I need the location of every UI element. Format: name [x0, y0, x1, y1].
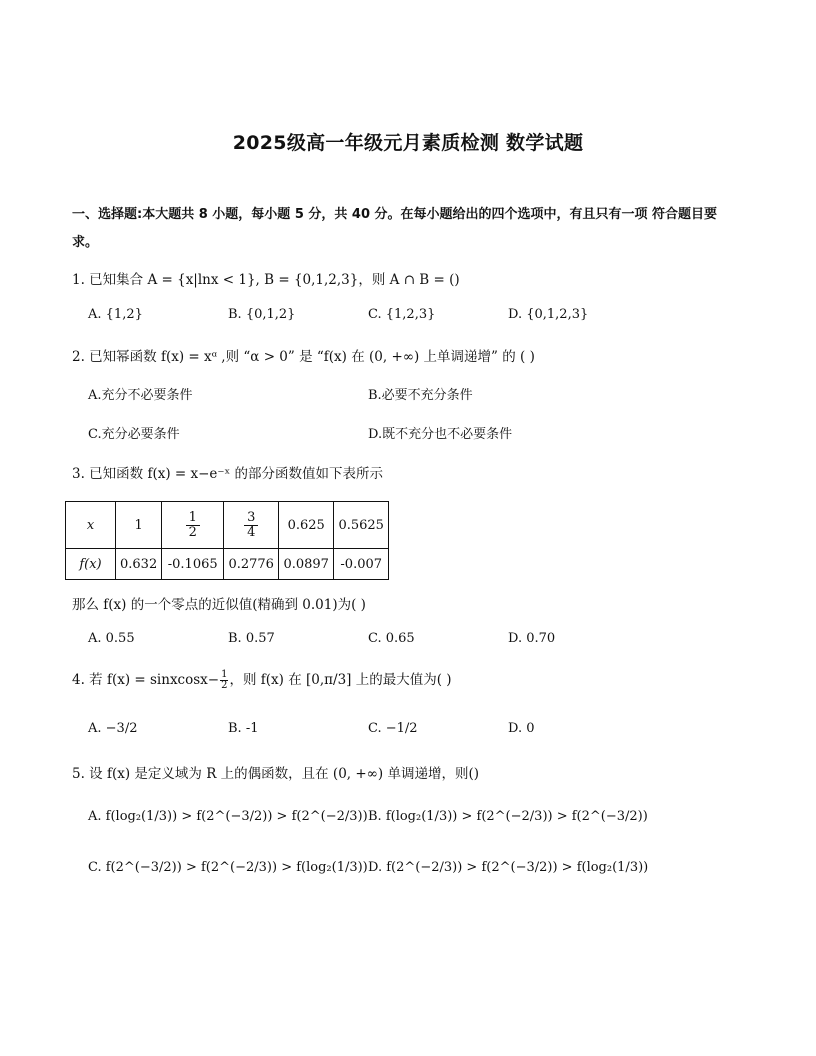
q1-option-c: C. {1,2,3}: [368, 307, 436, 322]
table-row-fx: [66, 549, 389, 580]
table-cell: -0.007: [334, 549, 389, 580]
table-cell: 0.625: [279, 502, 334, 549]
q4-stem-part-a: 4. 若 f(x) = sinxcosx−: [72, 672, 220, 688]
q4-option-a: A. −3/2: [88, 721, 138, 736]
fraction-one-half: $\frac{1}{2}$: [186, 511, 200, 540]
q1-option-b: B. {0,1,2}: [228, 307, 296, 322]
q1-option-a: A. {1,2}: [88, 307, 143, 322]
q4-option-c: C. −1/2: [368, 721, 418, 736]
q4-interval: [0,π/3]: [306, 672, 352, 688]
question-4-stem: [72, 668, 452, 691]
table-cell: 1: [116, 502, 162, 549]
table-cell: 0.632: [116, 549, 162, 580]
q3-option-c: C. 0.65: [368, 631, 415, 646]
question-2-stem: 2. 已知幂函数 f(x) = xᵅ ,则 “α > 0” 是 “f(x) 在 (0, +∞) 上单调递增” 的 ( ): [72, 349, 535, 365]
table-cell: 0.0897: [279, 549, 334, 580]
q1-option-d: D. {0,1,2,3}: [508, 307, 589, 322]
table-cell: [224, 502, 279, 549]
table-header-x: x: [66, 502, 116, 549]
table-cell: -0.1065: [162, 549, 224, 580]
q4-option-b: B. -1: [228, 721, 259, 736]
question-1-stem: 1. 已知集合 A = {x|lnx < 1}, B = {0,1,2,3}，则 A ∩ B = (): [72, 272, 460, 288]
q5-option-a: A. f(log₂(1/3)) > f(2^(−3/2)) > f(2^(−2/3)): [88, 809, 368, 824]
q2-option-b: B.必要不充分条件: [368, 388, 473, 403]
q4-stem-part-c: 上的最大值为( ): [355, 672, 452, 688]
q3-option-a: A. 0.55: [88, 631, 135, 646]
q3-option-b: B. 0.57: [228, 631, 275, 646]
table-cell: 0.2776: [224, 549, 279, 580]
q2-option-d: D.既不充分也不必要条件: [368, 427, 513, 442]
q4-fraction: $\frac{1}{2}$: [221, 669, 228, 691]
q2-option-c: C.充分必要条件: [88, 427, 180, 442]
q2-option-a: A.充分不必要条件: [88, 388, 193, 403]
section-heading: 一、选择题:本大题共 8 小题，每小题 5 分，共 40 分。在每小题给出的四个选项中，有且只有一项 符合题目要求。: [72, 207, 718, 250]
q4-option-d: D. 0: [508, 721, 535, 736]
question-3-follow: 那么 f(x) 的一个零点的近似值(精确到 0.01)为( ): [72, 597, 366, 613]
table-cell: [162, 502, 224, 549]
q5-option-d: D. f(2^(−2/3)) > f(2^(−3/2)) > f(log₂(1/3)): [368, 860, 649, 875]
page-title: 2025级高一年级元月素质检测 数学试题: [232, 132, 584, 154]
q5-option-c: C. f(2^(−3/2)) > f(2^(−2/3)) > f(log₂(1/3)): [88, 860, 368, 875]
table-row-x: [66, 502, 389, 549]
q4-stem-part-b: ，则 f(x) 在: [229, 672, 302, 688]
function-value-table: [65, 501, 389, 580]
question-3-stem: 3. 已知函数 f(x) = x−e⁻ˣ 的部分函数值如下表所示: [72, 466, 384, 482]
fraction-three-quarters: $\frac{3}{4}$: [244, 511, 258, 540]
table-header-fx: f(x): [66, 549, 116, 580]
q5-option-b: B. f(log₂(1/3)) > f(2^(−2/3)) > f(2^(−3/2)): [368, 809, 648, 824]
q3-option-d: D. 0.70: [508, 631, 556, 646]
question-5-stem: 5. 设 f(x) 是定义域为 R 上的偶函数，且在 (0, +∞) 单调递增，则(): [72, 766, 480, 782]
table-cell: 0.5625: [334, 502, 389, 549]
